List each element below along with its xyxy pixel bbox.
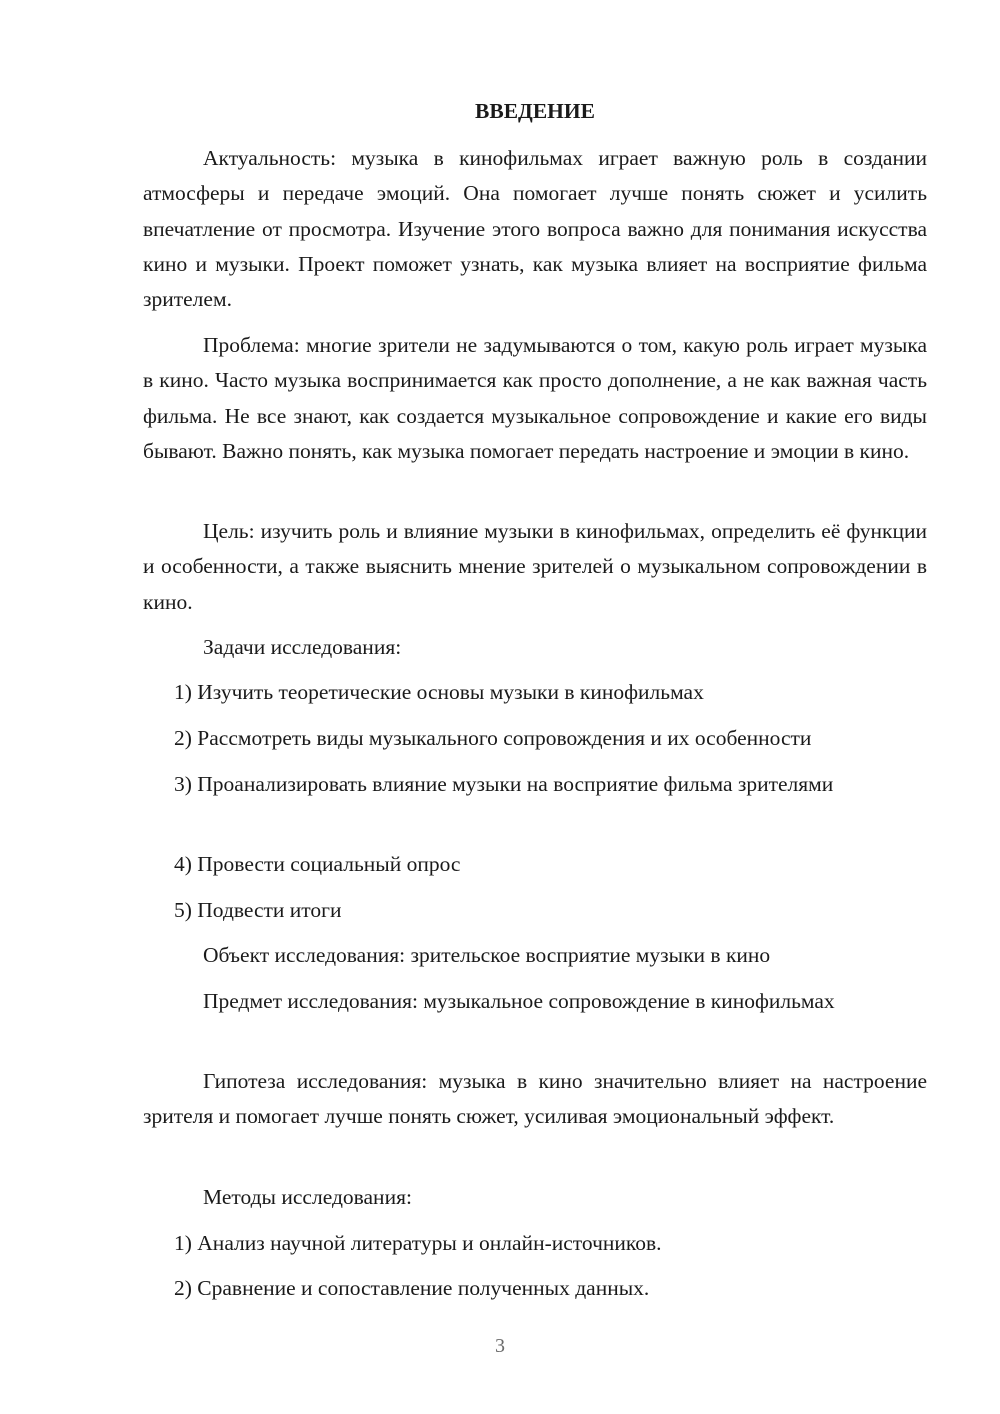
- object-paragraph: Объект исследования: зрительское восприятие музыки в кино: [203, 943, 771, 967]
- tasks-heading: Задачи исследования:: [203, 635, 402, 659]
- task-item-5: 5) Подвести итоги: [174, 898, 342, 922]
- methods-heading: Методы исследования:: [203, 1185, 412, 1209]
- task-item-3: 3) Проанализировать влияние музыки на восприятие фильма зрителями: [174, 772, 834, 796]
- method-item-2: 2) Сравнение и сопоставление полученных данных.: [174, 1276, 650, 1300]
- page-number: 3: [495, 1335, 505, 1357]
- task-item-2: 2) Рассмотреть виды музыкального сопровождения и их особенности: [174, 726, 812, 750]
- task-item-1: 1) Изучить теоретические основы музыки в кинофильмах: [174, 680, 704, 704]
- method-item-1: 1) Анализ научной литературы и онлайн-источников.: [174, 1231, 662, 1255]
- goal-paragraph: Цель: изучить роль и влияние музыки в кинофильмах, определить её функции и особенности, а также выяснить мнение зрителей о музыкальном сопровождении в кино.: [143, 519, 927, 614]
- section-heading: ВВЕДЕНИЕ: [475, 99, 595, 123]
- relevance-paragraph: Актуальность: музыка в кинофильмах играет важную роль в создании атмосферы и передаче эмоций. Она помогает лучше понять сюжет и усилить впечатление от просмотра. Изучение этого вопроса важно для понимания искусства кино и музыки. Проект поможет узнать, как музыка влияет на восприятие фильма зрителем.: [143, 146, 927, 312]
- task-item-4: 4) Провести социальный опрос: [174, 852, 461, 876]
- hypothesis-paragraph: Гипотеза исследования: музыка в кино значительно влияет на настроение зрителя и помогает лучше понять сюжет, усиливая эмоциональный эффект.: [143, 1069, 927, 1129]
- subject-paragraph: Предмет исследования: музыкальное сопровождение в кинофильмах: [203, 989, 835, 1013]
- problem-paragraph: Проблема: многие зрители не задумываются о том, какую роль играет музыка в кино. Часто музыка воспринимается как просто дополнение, а не как важная часть фильма. Не все знают, как создается музыкальное сопровождение и какие его виды бывают. Важно понять, как музыка помогает передать настроение и эмоции в кино.: [143, 333, 927, 463]
